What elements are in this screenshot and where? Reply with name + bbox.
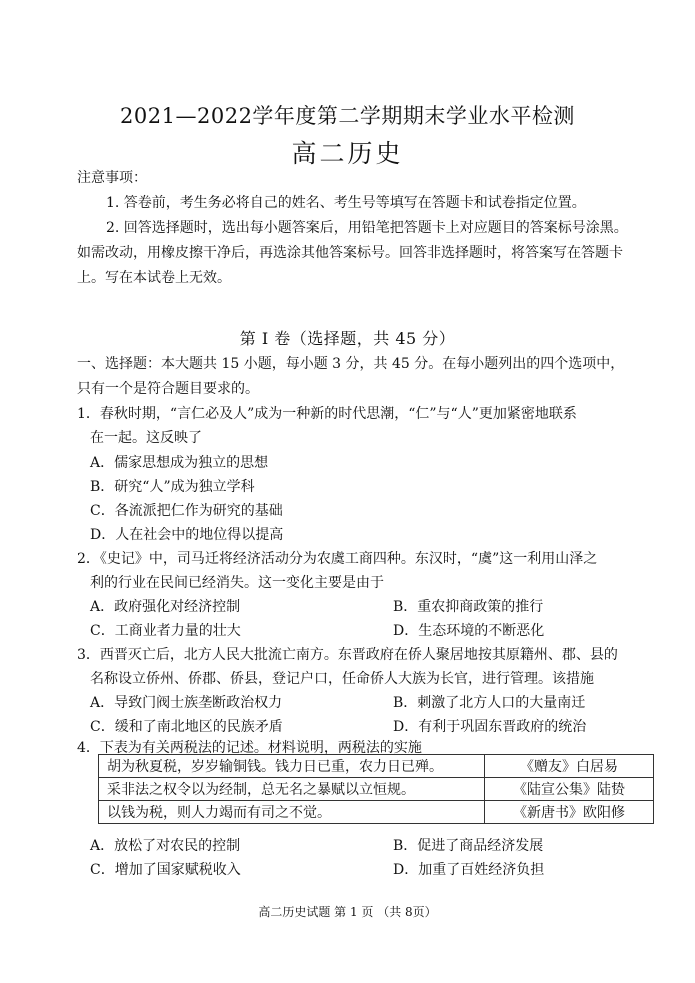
note-line-2a: 2. 回答选择题时，选出每小题答案后，用铅笔把答题卡上对应题目的答案标号涂黑。: [106, 220, 628, 236]
q1-option-a: A．儒家思想成为独立的思想: [90, 455, 269, 471]
note-line-2c: 上。写在本试卷上无效。: [77, 270, 231, 286]
q1-option-d: D．人在社会中的地位得以提高: [90, 527, 284, 543]
q3-option-d: D．有利于巩固东晋政府的统治: [393, 719, 587, 735]
exam-title: 2021—2022学年度第二学期期末学业水平检测: [120, 104, 575, 128]
q2-option-d: D．生态环境的不断恶化: [393, 623, 545, 639]
q1-option-b: B．研究“人”成为独立学科: [90, 479, 255, 495]
q2-option-a: A．政府强化对经济控制: [90, 599, 241, 615]
section-intro-1: 一、选择题：本大题共 15 小题，每小题 3 分，共 45 分。在每小题列出的四个选项中，: [77, 356, 625, 372]
table-cell-quote: 胡为秋夏税，岁岁输铜钱。钱力日已重，农力日已殚。: [99, 755, 485, 778]
q1-stem-line-1: 1．春秋时期，“言仁必及人”成为一种新的时代思潮，“仁”与“人”更加紧密地联系: [77, 406, 577, 422]
table-row: [99, 778, 654, 801]
table-cell-source: 《陆宣公集》陆贽: [485, 778, 654, 801]
q3-option-c: C．缓和了南北地区的民族矛盾: [90, 719, 283, 735]
q1-option-c: C．各流派把仁作为研究的基础: [90, 503, 283, 519]
q2-stem-line-2: 利的行业在民间已经消失。这一变化主要是由于: [90, 575, 384, 591]
q2-stem-line-1: 2．《史记》中，司马迁将经济活动分为农虞工商四种。东汉时，“虞”这一利用山泽之: [77, 551, 598, 567]
q3-stem-line-1: 3．西晋灭亡后，北方人民大批流亡南方。东晋政府在侨人聚居地按其原籍州、郡、县的: [77, 647, 618, 663]
q4-stem: 4．下表为有关两税法的记述。材料说明，两税法的实施: [77, 740, 422, 756]
note-line-2b: 如需改动，用橡皮擦干净后，再选涂其他答案标号。回答非选择题时，将答案写在答题卡: [77, 245, 623, 261]
table-cell-quote: 采非法之权令以为经制，总无名之暴赋以立恒规。: [99, 778, 485, 801]
q1-stem-line-2: 在一起。这反映了: [90, 430, 202, 446]
table-cell-source: 《新唐书》欧阳修: [485, 801, 654, 824]
table-cell-quote: 以钱为税，则人力竭而有司之不觉。: [99, 801, 485, 824]
notes-heading: 注意事项：: [77, 170, 147, 186]
section-intro-2: 只有一个是符合题目要求的。: [77, 381, 259, 397]
table-row: [99, 755, 654, 778]
q2-option-c: C．工商业者力量的壮大: [90, 623, 241, 639]
table-cell-source: 《赠友》白居易: [485, 755, 654, 778]
q4-option-b: B．促进了商品经济发展: [393, 838, 544, 854]
q4-option-c: C．增加了国家赋税收入: [90, 862, 241, 878]
q3-stem-line-2: 名称设立侨州、侨郡、侨县，登记户口，任命侨人大族为长官，进行管理。该措施: [90, 671, 594, 687]
q3-option-b: B．刺激了北方人口的大量南迁: [393, 695, 586, 711]
q3-option-a: A．导致门阀士族垄断政治权力: [90, 695, 283, 711]
subject-title: 高二历史: [291, 139, 404, 168]
note-line-1: 1. 答卷前，考生务必将自己的姓名、考生号等填写在答题卡和试卷指定位置。: [106, 195, 586, 211]
tax-law-table: [98, 754, 654, 824]
page-footer: 高二历史试题 第 1 页 （共 8页）: [258, 905, 437, 919]
table-row: [99, 801, 654, 824]
q2-option-b: B．重农抑商政策的推行: [393, 599, 544, 615]
q4-option-d: D．加重了百姓经济负担: [393, 862, 545, 878]
q4-option-a: A．放松了对农民的控制: [90, 838, 241, 854]
section-title: 第 Ⅰ 卷（选择题，共 45 分）: [239, 329, 456, 348]
